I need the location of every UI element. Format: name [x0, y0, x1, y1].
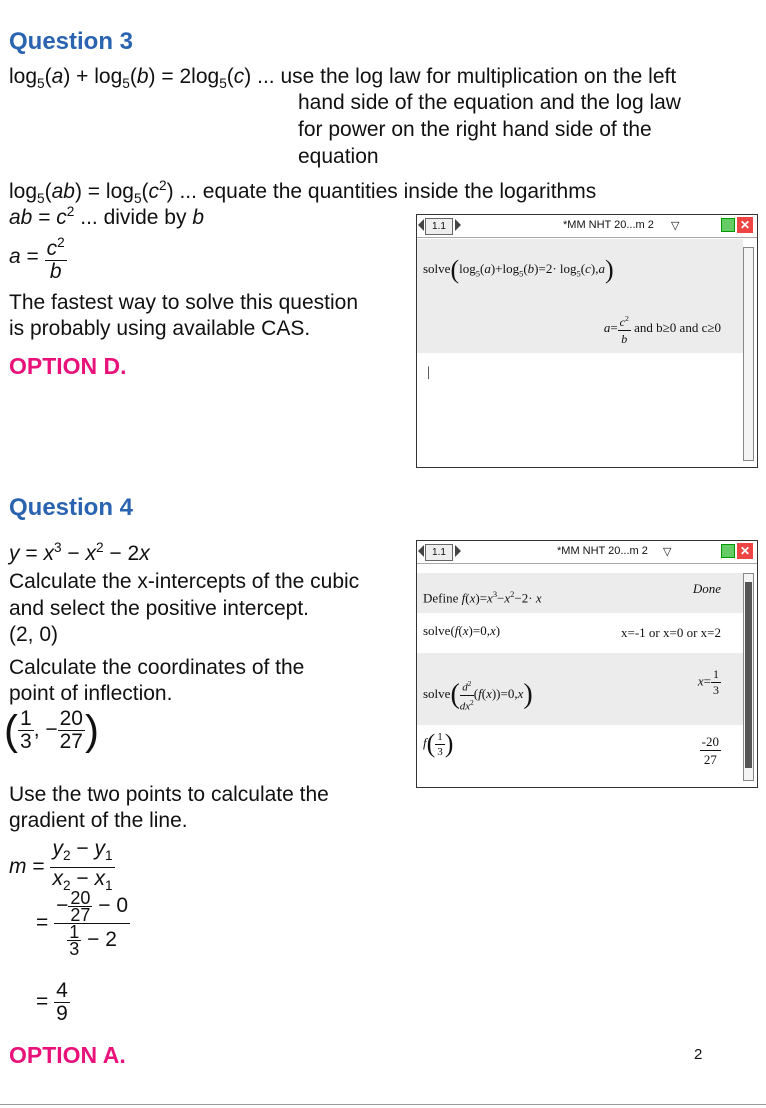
- q4-answer: OPTION A.: [9, 1042, 126, 1068]
- q4-text-2: and select the positive intercept.: [9, 597, 310, 620]
- next-page-icon[interactable]: [455, 219, 461, 231]
- document-title: *MM NHT 20...m 2: [563, 219, 654, 231]
- q3-equation-3: ab = $c^2$ ... divide by b: [9, 204, 204, 229]
- scrollbar[interactable]: [743, 573, 754, 781]
- page-tab[interactable]: 1.1: [425, 544, 453, 561]
- result-text: a= $\frac{c^2}{b}$ and b≥0 and c≥0: [604, 311, 721, 347]
- result-text: $\frac{-20}{27}$: [701, 734, 719, 767]
- battery-icon: [721, 544, 735, 558]
- history-entry-3[interactable]: [417, 653, 743, 725]
- q4-text-6: gradient of the line.: [9, 809, 188, 832]
- chevron-down-icon[interactable]: ▽: [663, 546, 672, 558]
- close-icon[interactable]: ✕: [737, 543, 753, 559]
- entry-text: f( $\frac{1}{3}$ ): [423, 729, 454, 758]
- scrollbar[interactable]: [743, 247, 754, 461]
- q3-equation-4: a = $\frac{c^2}{b}$: [9, 232, 67, 283]
- q3-equation-2: $\log_5(ab) = \log_5(c^2)$ ... equate the quantities inside the logarithms: [9, 178, 597, 207]
- q3-explain-1: The fastest way to solve this question: [9, 291, 359, 314]
- q4-gradient-formula: m = $\frac{y_2 - y_1}{x_2 - x_1}$: [9, 837, 113, 894]
- close-icon[interactable]: ✕: [737, 217, 753, 233]
- q4-gradient-result: = $\frac{4}{9}$: [36, 979, 68, 1025]
- q4-point-1: (2, 0): [9, 623, 59, 646]
- q4-text-1: Calculate the x-intercepts of the cubic: [9, 570, 360, 593]
- q4-gradient-sub: = − $\frac{20}{27}$ − 0 $\frac{1}{3}$ − 2: [36, 888, 129, 959]
- q3-note-5: ... equate the quantities inside the logarithms: [179, 180, 597, 203]
- battery-icon: [721, 218, 735, 232]
- entry-text: $solve(\log_5(a)+\log_5(b)=2\cdot \log_5(c),a)$: [423, 255, 614, 284]
- page-divider: [0, 1104, 766, 1105]
- prev-page-icon[interactable]: [418, 219, 424, 231]
- q3-note-2: hand side of the equation and the log law: [298, 91, 681, 114]
- q3-answer: OPTION D.: [9, 353, 127, 379]
- question-4-title: Question 4: [9, 494, 134, 521]
- page-number: 2: [694, 1046, 703, 1063]
- q3-note-6: ... divide by: [80, 206, 187, 229]
- result-text: x=-1 or x=0 or x=2: [621, 625, 721, 640]
- document-title: *MM NHT 20...m 2: [557, 545, 648, 557]
- history-entry-1[interactable]: [417, 239, 743, 353]
- q3-equation-1: $\log_5(a) + \log_5(b) = 2\log_5(c)$ ... use the log law for multiplication on the left: [9, 65, 677, 92]
- q3-note-3: for power on the right hand side of the: [298, 118, 652, 141]
- entry-text: solve( $\frac{d^2}{dx^2}$ (f(x))=0,x): [423, 677, 533, 713]
- prev-page-icon[interactable]: [418, 545, 424, 557]
- scrollbar-thumb[interactable]: [745, 582, 752, 768]
- calculator-screen-1: [416, 214, 758, 468]
- calculator-toolbar: [417, 215, 757, 238]
- q3-note-4: equation: [298, 145, 379, 168]
- history-entry-2[interactable]: [417, 615, 743, 655]
- next-page-icon[interactable]: [455, 545, 461, 557]
- page-tab[interactable]: 1.1: [425, 218, 453, 235]
- calculator-toolbar: [417, 541, 757, 564]
- history-entry-1[interactable]: [417, 573, 743, 613]
- q3-explain-2: is probably using available CAS.: [9, 317, 311, 340]
- q4-text-5: Use the two points to calculate the: [9, 783, 329, 806]
- q4-text-3: Calculate the coordinates of the: [9, 656, 305, 679]
- result-text: Done: [692, 581, 721, 596]
- entry-text: Define $f(x)=x^3-x^2-2\cdot x$: [423, 589, 542, 606]
- q3-note-1: ... use the log law for multiplication on the left: [257, 65, 677, 88]
- question-3-title: Question 3: [9, 28, 134, 55]
- cursor[interactable]: |: [427, 365, 430, 380]
- q4-text-4: point of inflection.: [9, 682, 173, 705]
- entry-text: solve(f(x)=0,x): [423, 623, 501, 638]
- calculator-screen-2: [416, 540, 758, 788]
- result-text: x= $\frac{1}{3}$: [697, 667, 719, 697]
- chevron-down-icon[interactable]: ▽: [671, 220, 680, 232]
- history-entry-4[interactable]: [417, 725, 743, 781]
- q4-inflection-point: ( $\frac{1}{3}$ , − $\frac{20}{27}$ ): [4, 706, 99, 754]
- q4-function: $y = x^3 - x^2 - 2x$: [9, 540, 150, 565]
